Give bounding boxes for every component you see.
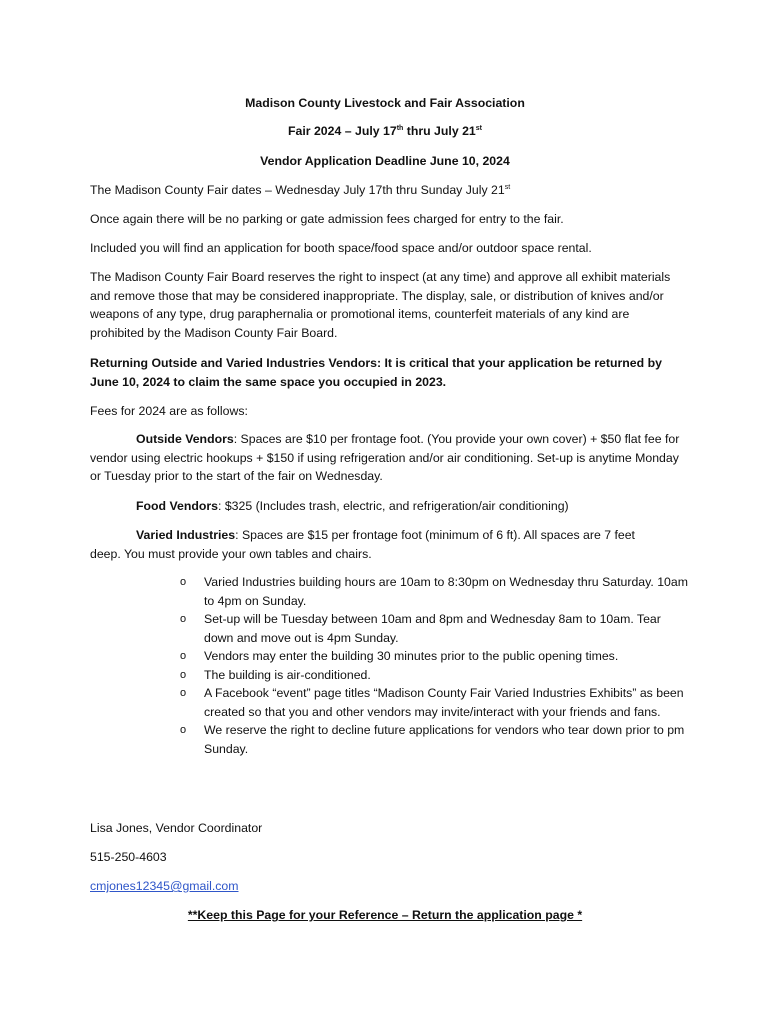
fair-dates-mid: thru July 21 — [403, 124, 476, 138]
list-item-text: The building is air-conditioned. — [204, 667, 371, 682]
list-item-text: Set-up will be Tuesday between 10am and 8pm and Wednesday 8am to 10am. Tear down and move out is 4pm Sunday. — [204, 612, 661, 645]
footer-note-text: **Keep this Page for your Reference – Return the application page * — [187, 908, 583, 922]
food-vendors-text: : $325 (Includes trash, electric, and refrigeration/air conditioning) — [217, 499, 569, 513]
list-item-text: A Facebook “event” page titles “Madison County Fair Varied Industries Exhibits” as been created so that you and other vendors may invite/interact with your friends and fans. — [204, 686, 684, 719]
returning-vendors-notice: Returning Outside and Varied Industries Vendors: It is critical that your application be returned by June 10, 2024 to claim the same space you occupied in 2023. — [90, 356, 662, 389]
fair-dates-text — [90, 181, 510, 200]
varied-industries-text: : Spaces are $15 per frontage foot (minimum of 6 ft). All spaces are 7 feet deep. You must provide your own tables and chairs. — [90, 528, 635, 561]
fair-dates-sup-th: th — [396, 125, 404, 132]
outside-vendors-text: : Spaces are $10 per frontage foot. (You provide your own cover) + $50 flat fee for vendor using electric hookups + $150 if using refrigeration and/or air conditioning. Set-up is anytime Monday or Tuesday prior to the start of the fair on Wednesday. — [90, 432, 680, 483]
list-item — [178, 721, 688, 758]
no-fees-text: Once again there will be no parking or gate admission fees charged for entry to the fair. — [90, 212, 564, 226]
list-item-text: Vendors may enter the building 30 minutes prior to the public opening times. — [204, 649, 619, 663]
coordinator-email-link[interactable] — [90, 877, 239, 896]
email-link-text[interactable]: cmjones12345@gmail.com — [90, 879, 239, 893]
bullet-marker: o — [180, 668, 187, 681]
food-vendors-paragraph — [136, 497, 569, 516]
coordinator-name: Lisa Jones, Vendor Coordinator — [90, 821, 263, 835]
fair-dates-text-main: The Madison County Fair dates – Wednesday July 17th thru Sunday July 21 — [90, 183, 505, 197]
deadline-heading: Vendor Application Deadline June 10, 2024 — [260, 154, 510, 168]
fair-dates-pre: Fair 2024 – July 17 — [288, 124, 397, 138]
bullet-marker: o — [180, 576, 187, 588]
outside-vendors-label: Outside Vendors — [136, 432, 234, 446]
fair-dates-heading — [0, 122, 770, 141]
varied-industries-rules-list — [178, 573, 688, 758]
included-text: Included you will find an application for booth space/food space and/or outdoor space rental. — [90, 241, 592, 255]
bullet-marker: o — [180, 724, 187, 736]
reserves-paragraph: The Madison County Fair Board reserves the right to inspect (at any time) and approve all exhibit materials and remove those that may be considered inappropriate. The display, sale, or distribution of knives and/or weapons of any type, drug paraphernalia or promotional items, counterfeit materials of any kind are prohibited by the Madison County Fair Board. — [90, 270, 671, 340]
list-item — [178, 647, 688, 666]
varied-industries-label: Varied Industries — [136, 528, 236, 542]
org-title: Madison County Livestock and Fair Association — [245, 96, 525, 110]
list-item — [178, 610, 688, 647]
varied-industries-paragraph — [90, 526, 660, 563]
bullet-marker: o — [180, 687, 187, 699]
bullet-marker: o — [180, 613, 187, 625]
list-item-text: Varied Industries building hours are 10am to 8:30pm on Wednesday thru Saturday. 10am to 4pm on Sunday. — [204, 575, 688, 608]
list-item — [178, 684, 688, 721]
food-vendors-label: Food Vendors — [136, 499, 218, 513]
fair-dates-text-sup: st — [504, 184, 511, 191]
coordinator-phone: 515-250-4603 — [90, 850, 167, 864]
list-item-text: We reserve the right to decline future applications for vendors who tear down prior to pm Sunday. — [204, 723, 685, 756]
bullet-marker: o — [180, 650, 187, 662]
fees-intro: Fees for 2024 are as follows: — [90, 404, 248, 418]
fair-dates-sup-st: st — [475, 125, 482, 132]
list-item — [178, 666, 688, 685]
footer-note — [0, 906, 770, 925]
outside-vendors-paragraph — [90, 430, 685, 486]
list-item — [178, 573, 688, 610]
